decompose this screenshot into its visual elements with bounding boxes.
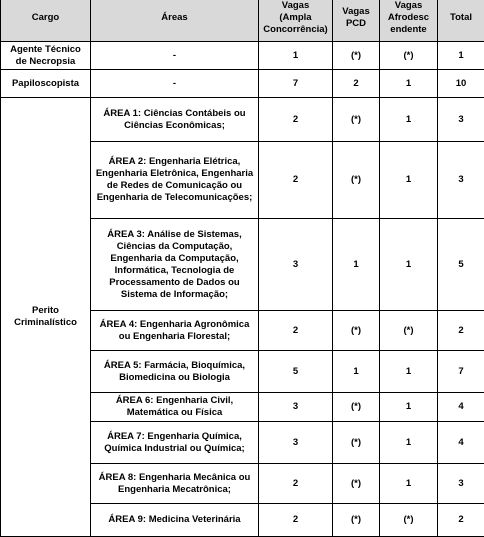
table-row (1, 70, 484, 98)
area-cell: - (91, 70, 259, 98)
area-cell: ÁREA 7: Engenharia Química, Química Industrial ou Química; (91, 422, 259, 464)
total-cell: 1 (438, 42, 484, 70)
pcd-cell: (*) (333, 98, 380, 142)
area-cell: - (91, 42, 259, 70)
ampla-cell: 3 (259, 422, 333, 464)
pcd-cell: (*) (333, 393, 380, 422)
pcd-cell: (*) (333, 311, 380, 351)
pcd-cell: 2 (333, 70, 380, 98)
afro-cell: (*) (380, 42, 438, 70)
header-cargo: Cargo (1, 0, 91, 42)
pcd-cell: (*) (333, 504, 380, 537)
afro-cell: 1 (380, 219, 438, 311)
header-total: Total (438, 0, 484, 42)
total-cell: 2 (438, 311, 484, 351)
ampla-cell: 2 (259, 504, 333, 537)
pcd-cell: 1 (333, 351, 380, 393)
ampla-cell: 7 (259, 70, 333, 98)
cargo-cell: Papiloscopista (1, 70, 91, 98)
afro-cell: (*) (380, 311, 438, 351)
total-cell: 10 (438, 70, 484, 98)
afro-cell: 1 (380, 142, 438, 219)
pcd-cell: (*) (333, 464, 380, 504)
ampla-cell: 2 (259, 464, 333, 504)
total-cell: 5 (438, 219, 484, 311)
total-cell: 3 (438, 98, 484, 142)
area-cell: ÁREA 3: Análise de Sistemas, Ciências da Computação, Engenharia da Computação, Informática, Tecnologia de Processamento de Dados ou Sistema de Informação; (91, 219, 259, 311)
pcd-cell: 1 (333, 219, 380, 311)
header-vagas-ampla: Vagas (Ampla Concorrência) (259, 0, 333, 42)
total-cell: 2 (438, 504, 484, 537)
ampla-cell: 3 (259, 219, 333, 311)
ampla-cell: 2 (259, 311, 333, 351)
ampla-cell: 1 (259, 42, 333, 70)
header-vagas-pcd: Vagas PCD (333, 0, 380, 42)
ampla-cell: 2 (259, 98, 333, 142)
afro-cell: (*) (380, 504, 438, 537)
header-areas: Áreas (91, 0, 259, 42)
area-cell: ÁREA 6: Engenharia Civil, Matemática ou Física (91, 393, 259, 422)
ampla-cell: 2 (259, 142, 333, 219)
afro-cell: 1 (380, 393, 438, 422)
area-cell: ÁREA 8: Engenharia Mecânica ou Engenharia Mecatrônica; (91, 464, 259, 504)
header-row (1, 0, 484, 42)
afro-cell: 1 (380, 464, 438, 504)
table-row (1, 98, 484, 142)
total-cell: 3 (438, 464, 484, 504)
area-cell: ÁREA 1: Ciências Contábeis ou Ciências Econômicas; (91, 98, 259, 142)
total-cell: 3 (438, 142, 484, 219)
pcd-cell: (*) (333, 42, 380, 70)
total-cell: 4 (438, 422, 484, 464)
cargo-cell: Agente Técnico de Necropsia (1, 42, 91, 70)
afro-cell: 1 (380, 98, 438, 142)
total-cell: 4 (438, 393, 484, 422)
afro-cell: 1 (380, 422, 438, 464)
area-cell: ÁREA 5: Farmácia, Bioquímica, Biomedicina ou Biologia (91, 351, 259, 393)
table-row (1, 42, 484, 70)
area-cell: ÁREA 9: Medicina Veterinária (91, 504, 259, 537)
ampla-cell: 3 (259, 393, 333, 422)
header-vagas-afro: Vagas Afrodesc endente (380, 0, 438, 42)
ampla-cell: 5 (259, 351, 333, 393)
afro-cell: 1 (380, 70, 438, 98)
cargo-cell: Perito Criminalístico (1, 98, 91, 537)
pcd-cell: (*) (333, 142, 380, 219)
pcd-cell: (*) (333, 422, 380, 464)
area-cell: ÁREA 4: Engenharia Agronômica ou Engenharia Florestal; (91, 311, 259, 351)
total-cell: 7 (438, 351, 484, 393)
afro-cell: 1 (380, 351, 438, 393)
area-cell: ÁREA 2: Engenharia Elétrica, Engenharia Eletrônica, Engenharia de Redes de Comunicação ou Engenharia de Telecomunicações; (91, 142, 259, 219)
